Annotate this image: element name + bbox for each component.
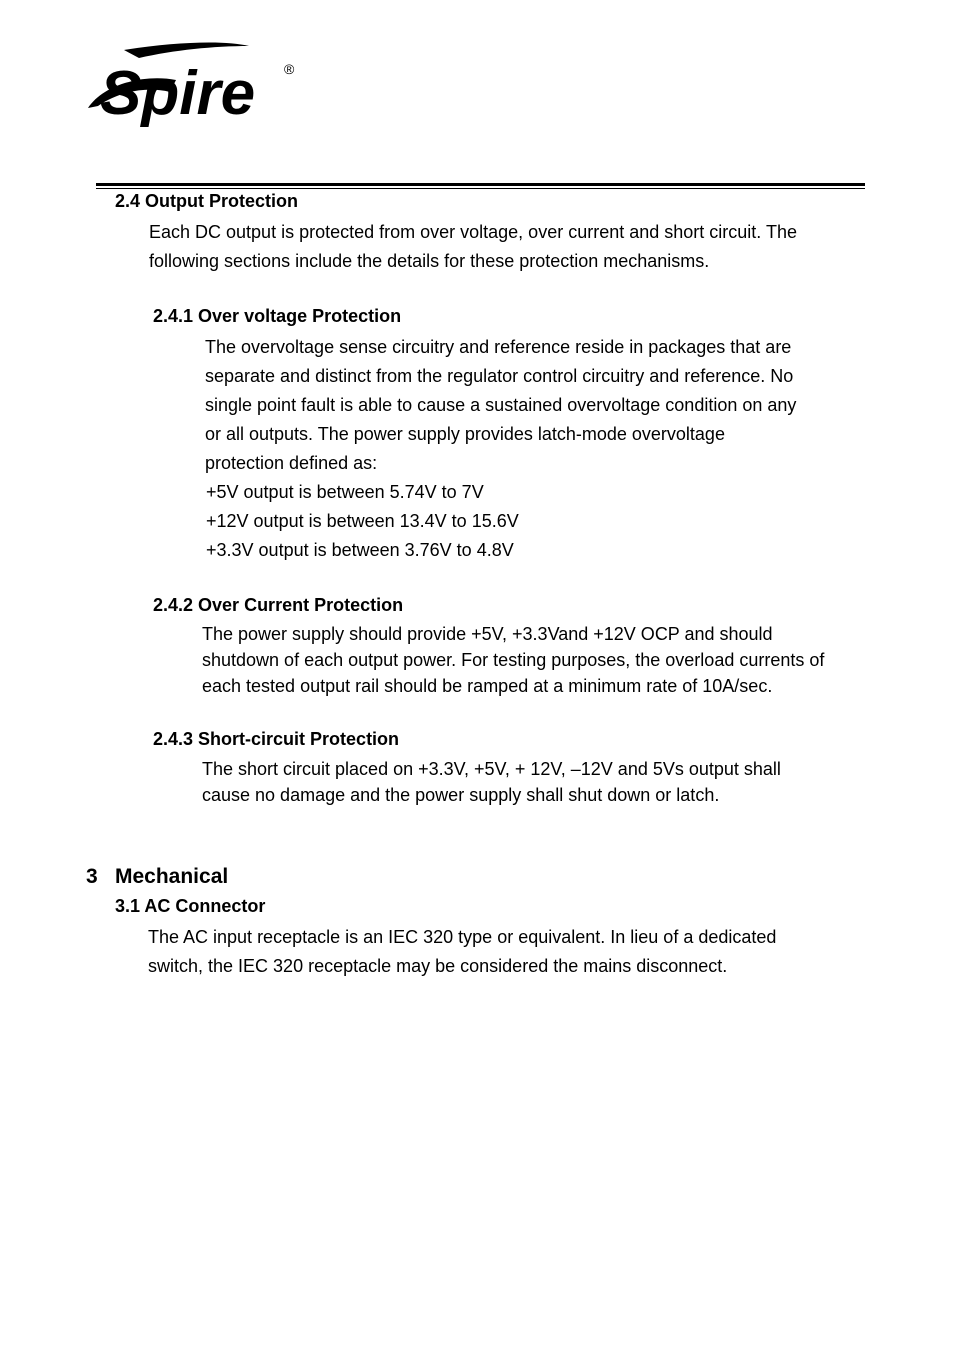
section-number: 3: [86, 865, 98, 888]
section-title: Mechanical: [115, 865, 229, 888]
logo-text: Spire: [100, 59, 256, 128]
registered-mark: ®: [284, 61, 295, 77]
paragraph-2-4-2: The power supply should provide +5V, +3.3Vand +12V OCP and should shutdown of each output power. For testing purposes, the overload currents of each tested output rail should be ramped at a minimum rate of 10A/sec.: [202, 624, 825, 696]
heading-2-4: 2.4 Output Protection: [115, 191, 299, 211]
paragraph-2-4: Each DC output is protected from over voltage, over current and short circuit. The following sections include the details for these protection mechanisms.: [149, 222, 797, 271]
ovp-spec-5v: +5V output is between 5.74V to 7V: [206, 482, 484, 502]
paragraph-3-1: The AC input receptacle is an IEC 320 type or equivalent. In lieu of a dedicated switch, the IEC 320 receptacle may be considered the mains disconnect.: [148, 927, 777, 976]
header-rule: [96, 183, 865, 186]
heading-2-4-2: 2.4.2 Over Current Protection: [153, 595, 404, 615]
paragraph-2-4-3: The short circuit placed on +3.3V, +5V, + 12V, –12V and 5Vs output shall cause no damage and the power supply shall shut down or latch.: [202, 759, 781, 805]
heading-3: [86, 865, 228, 889]
heading-2-4-3: 2.4.3 Short-circuit Protection: [153, 729, 400, 749]
header-rule-thin: [96, 188, 865, 189]
ovp-spec-3v3: +3.3V output is between 3.76V to 4.8V: [206, 540, 514, 560]
spire-logo: [84, 40, 304, 130]
heading-3-1: 3.1 AC Connector: [115, 896, 266, 916]
paragraph-2-4-1: The overvoltage sense circuitry and reference reside in packages that are separate and distinct from the regulator control circuitry and reference. No single point fault is able to cause a sustained overvoltage condition on any or all outputs. The power supply provides latch-mode overvoltage protection defined as:: [205, 337, 797, 473]
ovp-spec-12v: +12V output is between 13.4V to 15.6V: [206, 511, 519, 531]
ovp-spec-list: [206, 478, 519, 565]
heading-2-4-1: 2.4.1 Over voltage Protection: [153, 306, 402, 326]
